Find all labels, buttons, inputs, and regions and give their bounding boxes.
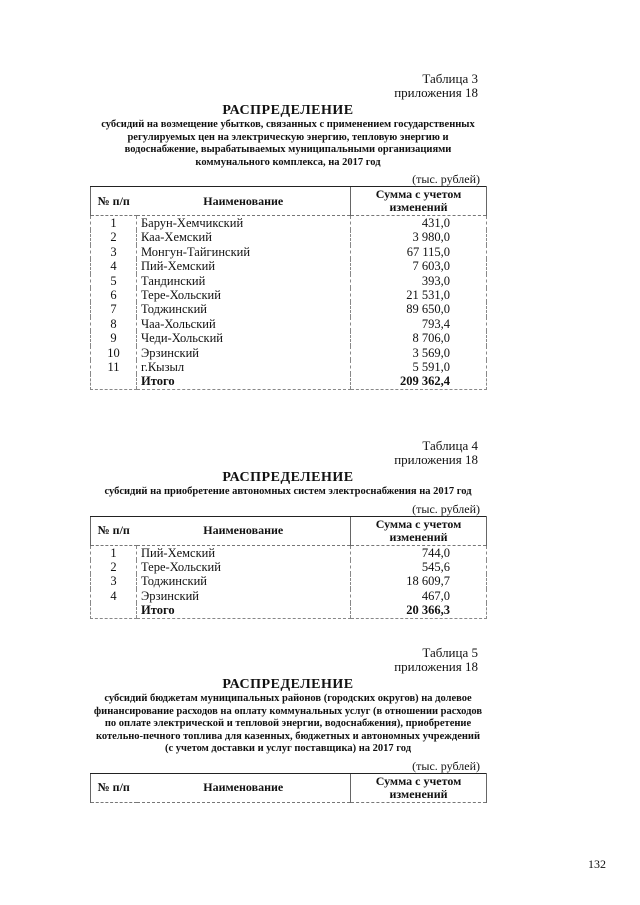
table-heading: РАСПРЕДЕЛЕНИЕ (222, 677, 354, 692)
table-row (91, 274, 487, 288)
cell-name: Монгун-Тайгинский (137, 245, 351, 259)
cell-number: 6 (91, 288, 137, 302)
table-row (91, 302, 487, 316)
cell-name: Эрзинский (137, 346, 351, 360)
cell-amount: 467,0 (351, 589, 487, 603)
col-header-number: № п/п (91, 516, 137, 545)
cell-name: Итого (137, 603, 351, 618)
cell-amount: 5 591,0 (351, 360, 487, 374)
cell-number: 2 (91, 230, 137, 244)
cell-name: Тере-Хольский (137, 560, 351, 574)
cell-name: г.Кызыл (137, 360, 351, 374)
appendix-label: приложения 18 (394, 659, 478, 674)
table-subtitle: субсидий бюджетам муниципальных районов (городских округов) на долевое финансирование расходов на оплату коммунальных услуг (в отношении расходов по оплате электрической и тепловой энергии, водоснабжения), приобретение котельно-печного топлива для казенных, бюджетных и автономных учреждений (с учетом доставки и услуг поставщика) на 2017 год (93, 693, 483, 754)
cell-number: 8 (91, 317, 137, 331)
table-row (91, 216, 487, 231)
units-label: (тыс. рублей) (412, 172, 480, 186)
table-number: Таблица 4 (422, 438, 478, 453)
table-row (91, 360, 487, 374)
col-header-number: № п/п (91, 187, 137, 216)
cell-name: Чаа-Хольский (137, 317, 351, 331)
cell-amount: 3 569,0 (351, 346, 487, 360)
table-row (91, 259, 487, 273)
cell-amount: 18 609,7 (351, 574, 487, 588)
data-table (90, 186, 487, 390)
table-number: Таблица 5 (422, 645, 478, 660)
cell-amount: 67 115,0 (351, 245, 487, 259)
cell-name: Тандинский (137, 274, 351, 288)
header-row (91, 773, 487, 802)
table-4-section (90, 439, 486, 619)
cell-amount: 209 362,4 (351, 374, 487, 389)
cell-number: 3 (91, 245, 137, 259)
units-label: (тыс. рублей) (412, 758, 480, 773)
cell-number (91, 603, 137, 618)
cell-number: 3 (91, 574, 137, 588)
cell-amount: 744,0 (351, 545, 487, 560)
table-body (91, 216, 487, 390)
cell-number: 11 (91, 360, 137, 374)
cell-amount: 793,4 (351, 317, 487, 331)
cell-number (91, 374, 137, 389)
table-5-section (90, 646, 486, 803)
cell-name: Чеди-Хольский (137, 331, 351, 345)
cell-number: 4 (91, 589, 137, 603)
cell-amount: 89 650,0 (351, 302, 487, 316)
cell-amount: 20 366,3 (351, 603, 487, 618)
table-row (91, 230, 487, 244)
col-header-name: Наименование (137, 516, 351, 545)
table-subtitle: субсидий на приобретение автономных систем электроснабжения на 2017 год (104, 486, 472, 497)
table-row (91, 560, 487, 574)
table-body (91, 545, 487, 618)
cell-amount: 8 706,0 (351, 331, 487, 345)
table-row (91, 545, 487, 560)
col-header-amount: Сумма с учетом изменений (351, 773, 487, 802)
cell-name: Каа-Хемский (137, 230, 351, 244)
cell-amount: 431,0 (351, 216, 487, 231)
table-subtitle: субсидий на возмещение убытков, связанных с применением государственных регулируемых цен на электрическую энергию, тепловую энергию и водоснабжение, вырабатываемых муниципальными организациями коммунального комплекса, на 2017 год (101, 119, 475, 168)
cell-number: 4 (91, 259, 137, 273)
table-heading: РАСПРЕДЕЛЕНИЕ (222, 103, 354, 118)
table-row (91, 317, 487, 331)
table-row (91, 245, 487, 259)
cell-number: 5 (91, 274, 137, 288)
table-row (91, 331, 487, 345)
col-header-amount: Сумма с учетом изменений (351, 516, 487, 545)
cell-name: Тоджинский (137, 574, 351, 588)
table-heading: РАСПРЕДЕЛЕНИЕ (222, 470, 354, 485)
cell-name: Тоджинский (137, 302, 351, 316)
col-header-name: Наименование (137, 187, 351, 216)
page-number: 132 (588, 857, 606, 871)
cell-name: Итого (137, 374, 351, 389)
units-label: (тыс. рублей) (412, 501, 480, 516)
col-header-name: Наименование (137, 773, 351, 802)
appendix-label: приложения 18 (394, 85, 478, 100)
cell-amount: 3 980,0 (351, 230, 487, 244)
cell-number: 2 (91, 560, 137, 574)
table-3-section (90, 72, 486, 390)
col-header-number: № п/п (91, 773, 137, 802)
data-table (90, 773, 487, 803)
cell-number: 9 (91, 331, 137, 345)
cell-name: Барун-Хемчикский (137, 216, 351, 231)
header-row (91, 187, 487, 216)
table-row (91, 346, 487, 360)
cell-number: 10 (91, 346, 137, 360)
header-row (91, 516, 487, 545)
cell-name: Тере-Хольский (137, 288, 351, 302)
cell-name: Пий-Хемский (137, 259, 351, 273)
table-row (91, 574, 487, 588)
col-header-amount: Сумма с учетом изменений (351, 187, 487, 216)
cell-name: Эрзинский (137, 589, 351, 603)
cell-number: 1 (91, 545, 137, 560)
cell-amount: 21 531,0 (351, 288, 487, 302)
table-number: Таблица 3 (422, 71, 478, 86)
total-row (91, 374, 487, 389)
cell-number: 7 (91, 302, 137, 316)
table-row (91, 589, 487, 603)
cell-amount: 545,6 (351, 560, 487, 574)
appendix-label: приложения 18 (394, 452, 478, 467)
total-row (91, 603, 487, 618)
cell-amount: 393,0 (351, 274, 487, 288)
cell-name: Пий-Хемский (137, 545, 351, 560)
table-row (91, 288, 487, 302)
cell-amount: 7 603,0 (351, 259, 487, 273)
data-table (90, 516, 487, 619)
cell-number: 1 (91, 216, 137, 231)
